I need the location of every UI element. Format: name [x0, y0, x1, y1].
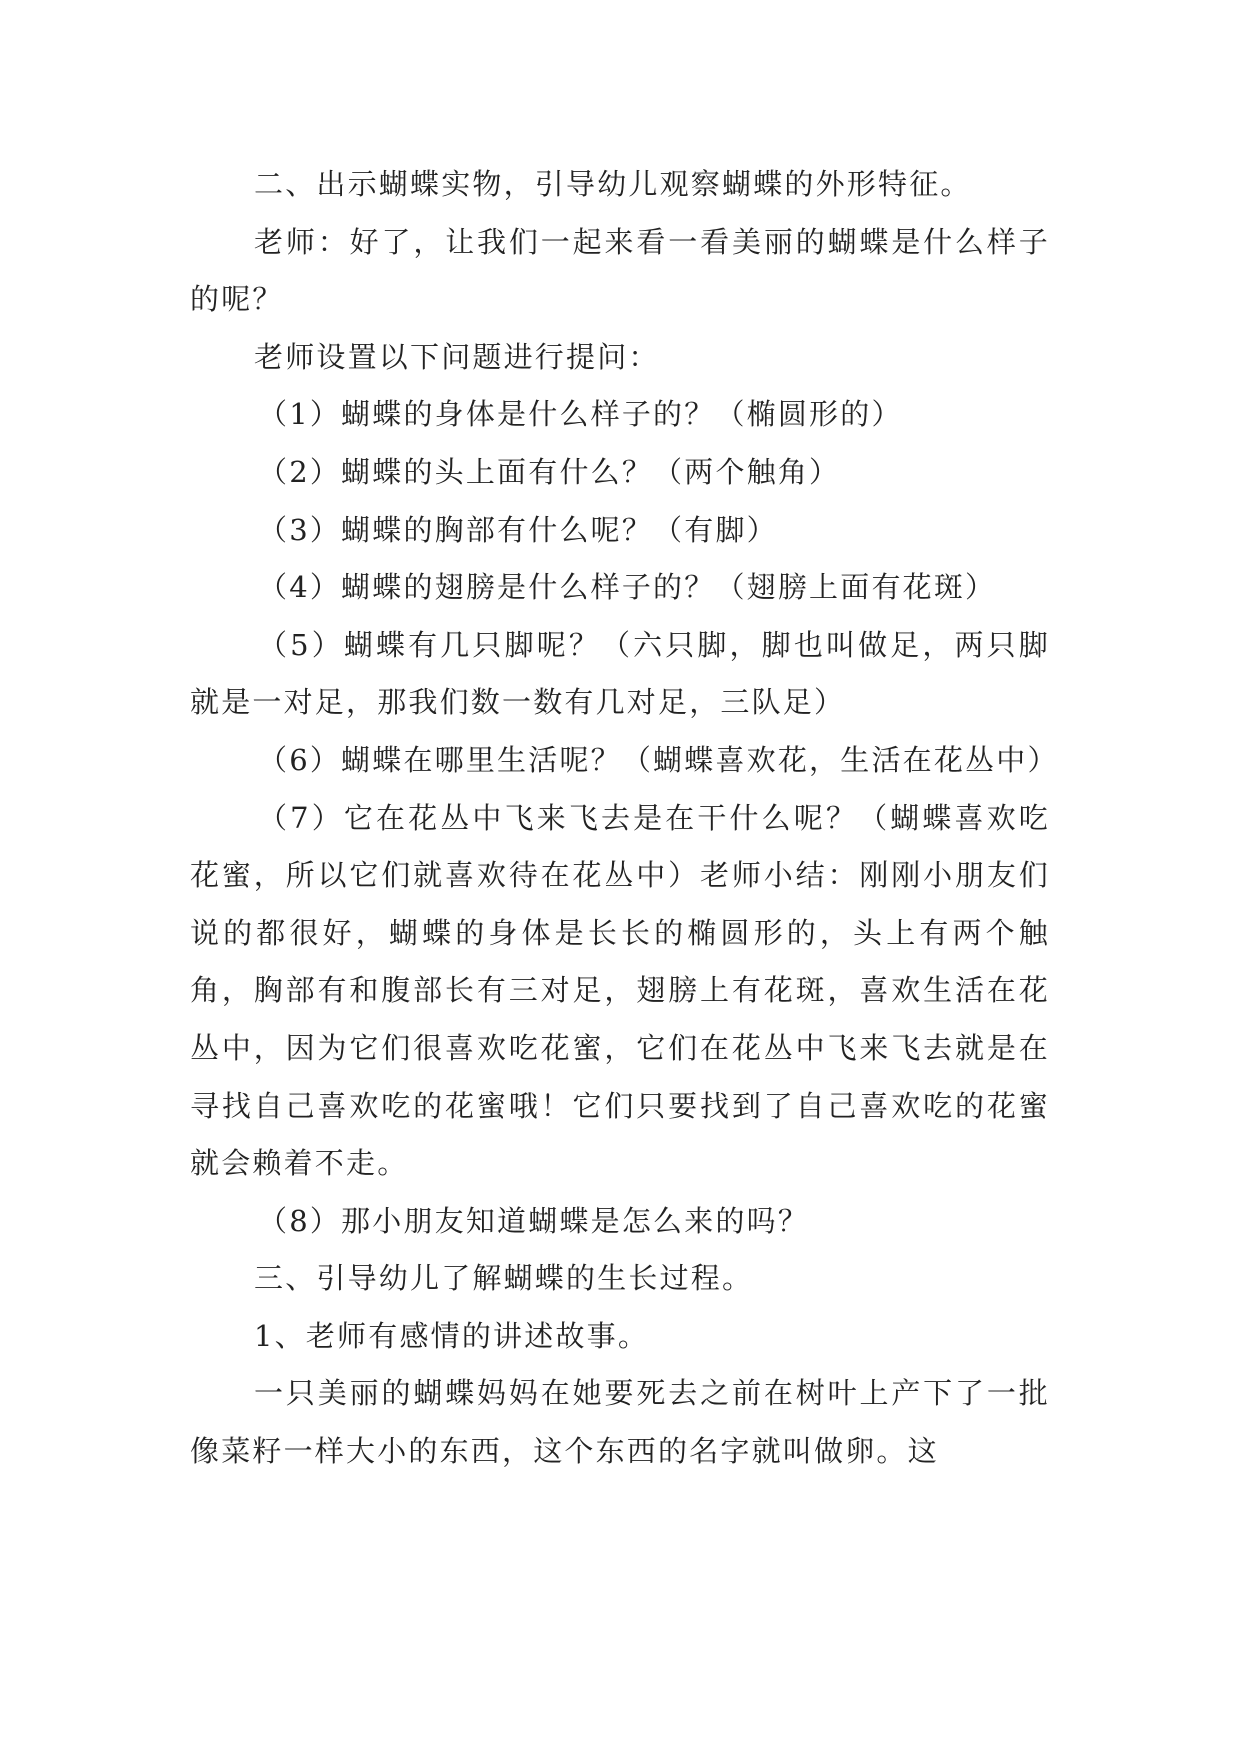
question-8: （8）那小朋友知道蝴蝶是怎么来的吗？	[258, 1203, 810, 1238]
question-1: （1）蝴蝶的身体是什么样子的？（椭圆形的）	[258, 397, 903, 432]
story-paragraph: 一只美丽的蝴蝶妈妈在她要死去之前在树叶上产下了一批像菜籽一样大小的东西，这个东西的名字就叫做卵。这	[190, 1376, 1050, 1469]
step-1-heading: 1、老师有感情的讲述故事。	[254, 1318, 650, 1353]
question-4: （4）蝴蝶的翅膀是什么样子的？（翅膀上面有花斑）	[258, 570, 997, 605]
question-2: （2）蝴蝶的头上面有什么？（两个触角）	[258, 454, 841, 489]
section-heading-2: 二、出示蝴蝶实物，引导幼儿观察蝴蝶的外形特征。	[254, 167, 972, 201]
question-6: （6）蝴蝶在哪里生活呢？（蝴蝶喜欢花，生活在花丛中）	[258, 742, 1059, 777]
document-body	[190, 156, 1059, 1481]
question-3: （3）蝴蝶的胸部有什么呢？（有脚）	[258, 512, 778, 547]
question-7-and-summary: （7）它在花丛中飞来飞去是在干什么呢？（蝴蝶喜欢吃花蜜，所以它们就喜欢待在花丛中）老师小结：刚刚小朋友们说的都很好，蝴蝶的身体是长长的椭圆形的，头上有两个触角，胸部有和腹部长有三对足，翅膀上有花斑，喜欢生活在花丛中，因为它们很喜欢吃花蜜，它们在花丛中飞来飞去就是在寻找自己喜欢吃的花蜜哦！它们只要找到了自己喜欢吃的花蜜就会赖着不走。	[190, 800, 1050, 1181]
section-heading-3: 三、引导幼儿了解蝴蝶的生长过程。	[254, 1261, 754, 1296]
question-5: （5）蝴蝶有几只脚呢？（六只脚，脚也叫做足，两只脚就是一对足，那我们数一数有几对足，三队足）	[190, 627, 1050, 720]
questions-intro-paragraph: 老师设置以下问题进行提问：	[254, 339, 660, 374]
teacher-intro-paragraph: 老师：好了，让我们一起来看一看美丽的蝴蝶是什么样子的呢？	[190, 224, 1050, 317]
